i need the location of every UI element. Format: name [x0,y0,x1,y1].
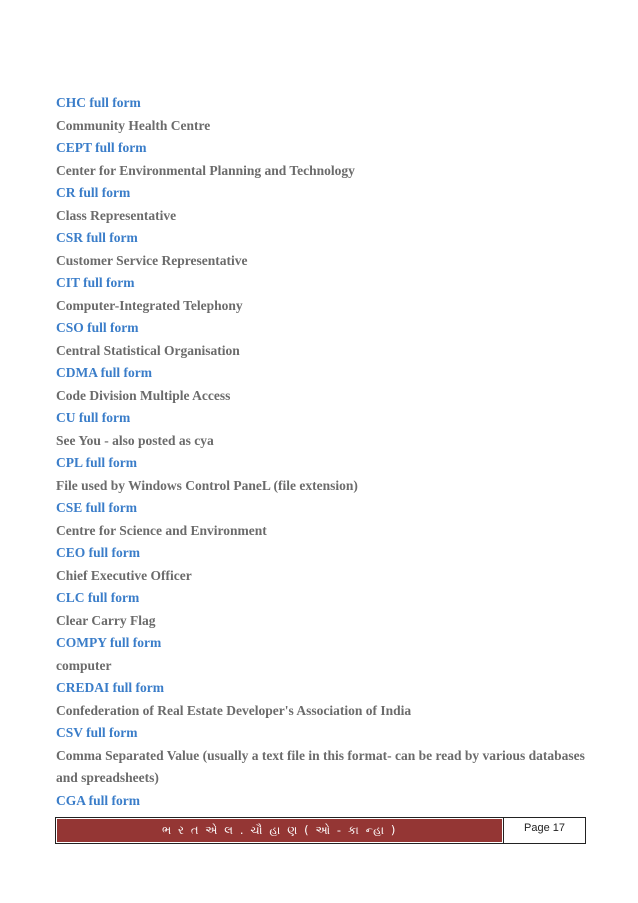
entry-heading: CR full form [56,185,131,200]
entry-heading: CSO full form [56,320,139,335]
entry-text: Community Health Centre [56,117,211,133]
entry-heading: CPL full form [56,455,137,470]
page-number: Page 17 [503,818,585,843]
entry-heading: CREDAI full form [56,680,164,695]
entry-heading: COMPY full form [56,635,162,650]
entry-text: Computer-Integrated Telephony [56,297,243,313]
entry-text: Clear Carry Flag [56,612,156,628]
entry-text: File used by Windows Control PaneL (file extension) [56,477,358,493]
entry-heading: CHC full form [56,95,141,110]
entry-text: See You - also posted as cya [56,432,214,448]
entry-text: computer [56,657,112,673]
entry-heading: CIT full form [56,275,135,290]
entry-heading: CGA full form [56,792,140,808]
entry-heading: CEO full form [56,545,140,560]
entry-heading: CDMA full form [56,365,152,380]
entry-text: Customer Service Representative [56,252,248,268]
entry-text: Centre for Science and Environment [56,522,267,538]
footer-author: ભ ર ત એ લ . ચૌ હા ણ ( ઓ - કા ન્હા ) [56,818,503,843]
entry-text: Code Division Multiple Access [56,387,231,403]
entry-text: Comma Separated Value (usually a text file in this format- can be read by various databases and spreadsheets) [56,747,585,785]
entry-heading: CU full form [56,410,131,425]
entry-heading: CEPT full form [56,140,147,155]
entry-heading: CSV full form [56,725,138,740]
document-body [56,92,586,812]
entry-text: Confederation of Real Estate Developer's Association of India [56,702,412,718]
entry-text: Center for Environmental Planning and Technology [56,162,355,178]
entry-text: Class Representative [56,207,177,223]
entry-heading: CSE full form [56,500,137,515]
page-footer [55,817,586,844]
entry-heading: CSR full form [56,230,138,245]
entry-text: Chief Executive Officer [56,567,192,583]
entry-text: Central Statistical Organisation [56,342,240,358]
entry-heading: CLC full form [56,590,140,605]
